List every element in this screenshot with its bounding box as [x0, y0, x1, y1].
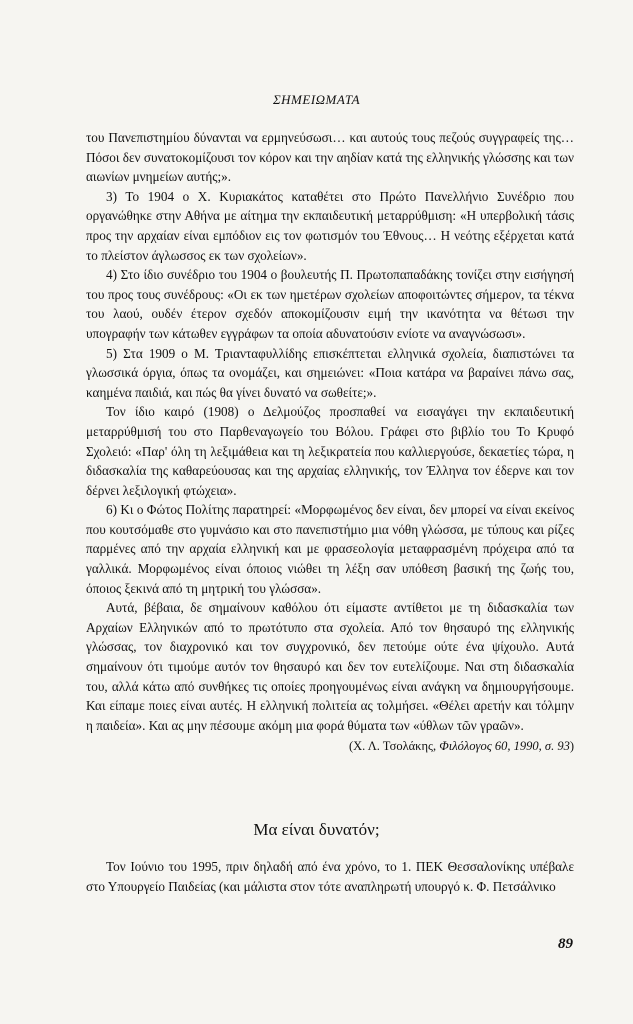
- paragraph-delmouzos: Τον ίδιο καιρό (1908) ο Δελμούζος προσπαθεί να εισαγάγει την εκπαιδευτική μεταρρύθμισή του στο Παρθεναγωγείο του Βόλου. Γράφει στο βιβλίο του Το Κρυφό Σχολειό: «Παρ' όλη τη λεξιμάθεια και τη λεξικρατεία που καλλιεργούσε, δεκαετίες τώρα, η διδασκαλία της καθαρεύουσας και της αρχαίας ελληνικής, τον Έλληνα τον έδερνε και τον δέρνει λεξιλογική φτώχεια».: [86, 404, 574, 498]
- citation-author: (Χ. Λ. Τσολάκης,: [348, 739, 440, 754]
- citation-close: ): [569, 739, 574, 754]
- page-number: 89: [558, 936, 573, 952]
- paragraph-triantafyllidis: 5) Στα 1909 ο Μ. Τριανταφυλλίδης επισκέπτεται ελληνικά σχολεία, διαπιστώνει τα γλωσσικά όργια, όπως τα ονομάζει, και σημειώνει: «Ποια κατάρα να βαραίνει πάνω σας, καημένα παιδιά, και πώς θα γίνει δυνατό να σωθείτε;».: [86, 345, 574, 400]
- paragraph-politis: 6) Κι ο Φώτος Πολίτης παρατηρεί: «Μορφωμένος δεν είναι, δεν μπορεί να είναι εκείνος που κουτσόμαθε στο γυμνάσιο και στο πανεπιστήμιο μια νόθη γλώσσα, με τύπους και ρίζες παρμένες από την αρχαία ελληνική και με φρασεολογία μεταφρασμένη πρόχειρα από τα γαλλικά. Μορφωμένος είναι όποιος νιώθει τη λέξη σαν υπόθεση βασική της ζωής του, όποιος ξεκινά από τη μητρική του γλώσσα».: [86, 502, 574, 596]
- citation: [86, 737, 574, 757]
- paragraph-conclusion: Αυτά, βέβαια, δε σημαίνουν καθόλου ότι είμαστε αντίθετοι με τη διδασκαλία των Αρχαίων Ελληνικών από το πρωτότυπο στα σχολεία. Από τον θησαυρό της ελληνικής γλώσσας, τον διαχρονικό και τον συγχρονικό, δεν πετούμε ούτε ένα ψίχουλο. Αυτά σημαίνουν ότι τιμούμε αυτόν τον θησαυρό και δεν τον ευτελίζουμε. Ναι στη διδασκαλία του, αλλά κάτω από συνθήκες τις οποίες προηγουμένως είναι ανάγκη να δημιουργήσουμε. Και είπαμε ποιες είναι αυτές. Η ελληνική πολιτεία ας τολμήσει. «Θέλει αρετήν και τόλμην η παιδεία». Και ας μην πέσουμε ακόμη μια φορά θύματα των «ύθλων τῶν γραῶν».: [86, 600, 574, 733]
- paragraph-kyriakatos: 3) Το 1904 ο Χ. Κυριακάτος καταθέτει στο Πρώτο Πανελλήνιο Συνέδριο που οργανώθηκε στην Αθήνα με αίτημα την εκπαιδευτική μεταρρύθμιση: «Η υπερβολική τάσις προς την αρχαίαν είναι εμπόδιον εις τον φωτισμόν του Έθνους… Η νεότης εξέρχεται κατά το πλείστον άγλωσσος εκ των σχολείων».: [86, 188, 574, 263]
- section-paragraph: Τον Ιούνιο του 1995, πριν δηλαδή από ένα χρόνο, το 1. ΠΕΚ Θεσσαλονίκης υπέβαλε στο Υπουργείο Παιδείας (και μάλιστα στον τότε αναπληρωτή υπουργό κ. Φ. Πετσάλνικο: [86, 859, 574, 894]
- section-text: [86, 857, 574, 896]
- section-title: Μα είναι δυνατόν;: [253, 820, 380, 839]
- body-text: [86, 128, 574, 757]
- citation-source: Φιλόλογος 60, 1990, σ. 93: [439, 739, 570, 754]
- paragraph-continuation: του Πανεπιστημίου δύνανται να ερμηνεύσωσι… και αυτούς τους πεζούς συγγραφείς της… Πόσοι δεν συνατοκομίζουσι τον κόρον και την αηδίαν κατά της ελληνικής γλώσσης και των αιωνίων μνημείων αυτής;».: [86, 130, 574, 185]
- running-head: ΣΗΜΕΙΩΜΑΤΑ: [272, 92, 361, 107]
- paragraph-protopapadakis: 4) Στο ίδιο συνέδριο του 1904 ο βουλευτής Π. Πρωτοπαπαδάκης τονίζει στην εισήγησή του προς τους συνέδρους: «Οι εκ των ημετέρων σχολείων αποφοιτώντες σήμερον, τα τέκνα του λαού, ουδέν έτερον σχεδόν αποκομίζουσιν ειμή την ικανότητα να θέτωσι την υπογραφήν των κάτωθεν εγγράφων τα οποία αδυνατούσιν ενίοτε να αναγνώσωσι».: [86, 267, 574, 341]
